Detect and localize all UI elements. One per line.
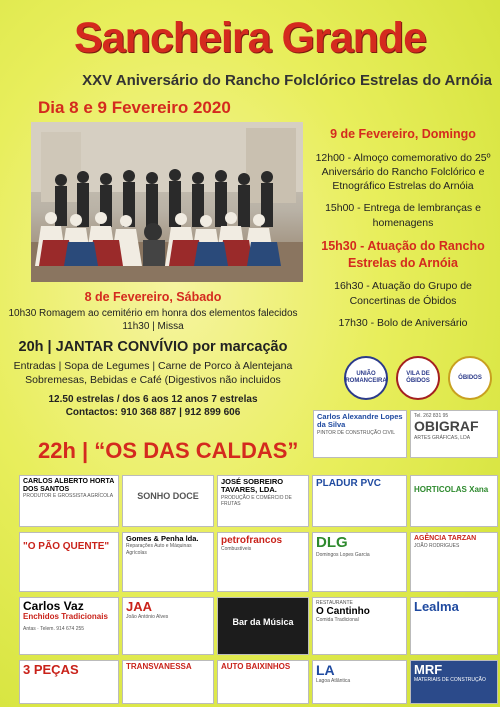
ad-petrofrancos: petrofrancos Combustíveis: [217, 532, 309, 592]
ad-lagoa-atlantica: LA Lagoa Atlântica: [312, 660, 407, 704]
saturday-heading: 8 de Fevereiro, Sábado: [84, 290, 222, 304]
poster-subtitle: XXV Aniversário do Rancho Folclórico Estrelas do Arnóia: [82, 72, 492, 89]
ad-gomes-penha: Gomes & Penha lda. Reparações Auto e Máquinas Agrícolas: [122, 532, 214, 592]
dinner-menu-2: Sobremesas, Bebidas e Café (Digestivos não incluidos: [25, 374, 281, 387]
ad-o-cantinho: RESTAURANTE O Cantinho Comida Tradicional: [312, 597, 407, 655]
group-photo: [31, 122, 303, 282]
event-dates: Dia 8 e 9 Fevereiro 2020: [38, 98, 231, 117]
sunday-event-tributes: 15h00 - Entrega de lembranças e homenagens: [325, 202, 481, 229]
ad-carlos-alberto: CARLOS ALBERTO HORTA DOS SANTOS PRODUTOR E GROSSISTA AGRÍCOLA: [19, 475, 119, 527]
dinner-contacts: Contactos: 910 368 887 | 912 899 606: [65, 407, 241, 419]
ad-dlg: DLG Domingos Lopes Garcia: [312, 532, 407, 592]
dinner-prices: 12.50 estrelas / dos 6 aos 12 anos 7 estrelas: [48, 394, 258, 406]
ad-jose-sobreiro: JOSÉ SOBREIRO TAVARES, LDA. PRODUÇÃO E COMÉRCIO DE FRUTAS: [217, 475, 309, 527]
ad-obigraf: Tel. 262 831 95 OBIGRAF ARTES GRÁFICAS, LDA: [410, 410, 498, 458]
ad-bar-da-musica: Bar da Música: [217, 597, 309, 655]
sunday-program: [306, 126, 500, 338]
sunday-heading: 9 de Fevereiro, Domingo: [330, 127, 476, 141]
ad-lealma: Lealma: [410, 597, 498, 655]
ad-horticolas-xana: HORTICOLAS Xana: [410, 475, 498, 527]
band-performance: 22h | “OS DAS CALDAS”: [38, 438, 299, 463]
ad-3-pecas: 3 PEÇAS: [19, 660, 119, 704]
saturday-romagem: 10h30 Romagem ao cemitério em honra dos elementos falecidos: [8, 308, 298, 319]
sunday-event-cake: 17h30 - Bolo de Aniversário: [338, 316, 468, 329]
saturday-missa: 11h30 | Missa: [122, 321, 184, 332]
union-logo-icon: UNIÃO ROMANCEIRA: [344, 356, 388, 400]
ad-auto-baixinhos: AUTO BAIXINHOS: [217, 660, 309, 704]
ad-transvanessa: TRANSVANESSA: [122, 660, 214, 704]
saturday-program: [0, 290, 306, 419]
ad-agencia-tarzan: AGÊNCIA TARZAN JOÃO RODRIGUES: [410, 532, 498, 592]
ad-mrf: MRF MATERIAIS DE CONSTRUÇÃO: [410, 660, 498, 704]
sponsor-logos: [344, 356, 494, 406]
obidos-seal-icon: ÓBIDOS: [448, 356, 492, 400]
ad-pladur: PLADUR PVC: [312, 475, 407, 527]
sunday-event-rancho: 15h30 - Atuação do Rancho Estrelas do Arnóia: [321, 238, 485, 270]
obidos-crest-icon: VILA DE ÓBIDOS: [396, 356, 440, 400]
ad-jaa: JAA João António Alves: [122, 597, 214, 655]
ad-sonho-doce: SONHO DOCE: [122, 475, 214, 527]
dinner-menu-1: Entradas | Sopa de Legumes | Carne de Porco à Alentejana: [13, 360, 293, 372]
saturday-dinner: 20h | JANTAR CONVÍVIO por marcação: [18, 339, 288, 355]
poster-title: Sancheira Grande: [73, 14, 427, 62]
ad-carlos-vaz: Carlos Vaz Enchidos Tradicionais Antas · Telem. 914 674 255: [19, 597, 119, 655]
ad-carlos-alexandre: Carlos Alexandre Lopes da Silva PINTOR DE CONSTRUÇÃO CIVIL: [313, 410, 407, 458]
ad-pao-quente: "O PÃO QUENTE": [19, 532, 119, 592]
sunday-event-lunch: 12h00 - Almoço comemorativo do 25º Aniversário do Rancho Folclórico e Etnográfico Estrelas do Arnóia: [315, 151, 491, 193]
sunday-event-concertinas: 16h30 - Atuação do Grupo de Concertinas de Óbidos: [334, 280, 472, 307]
